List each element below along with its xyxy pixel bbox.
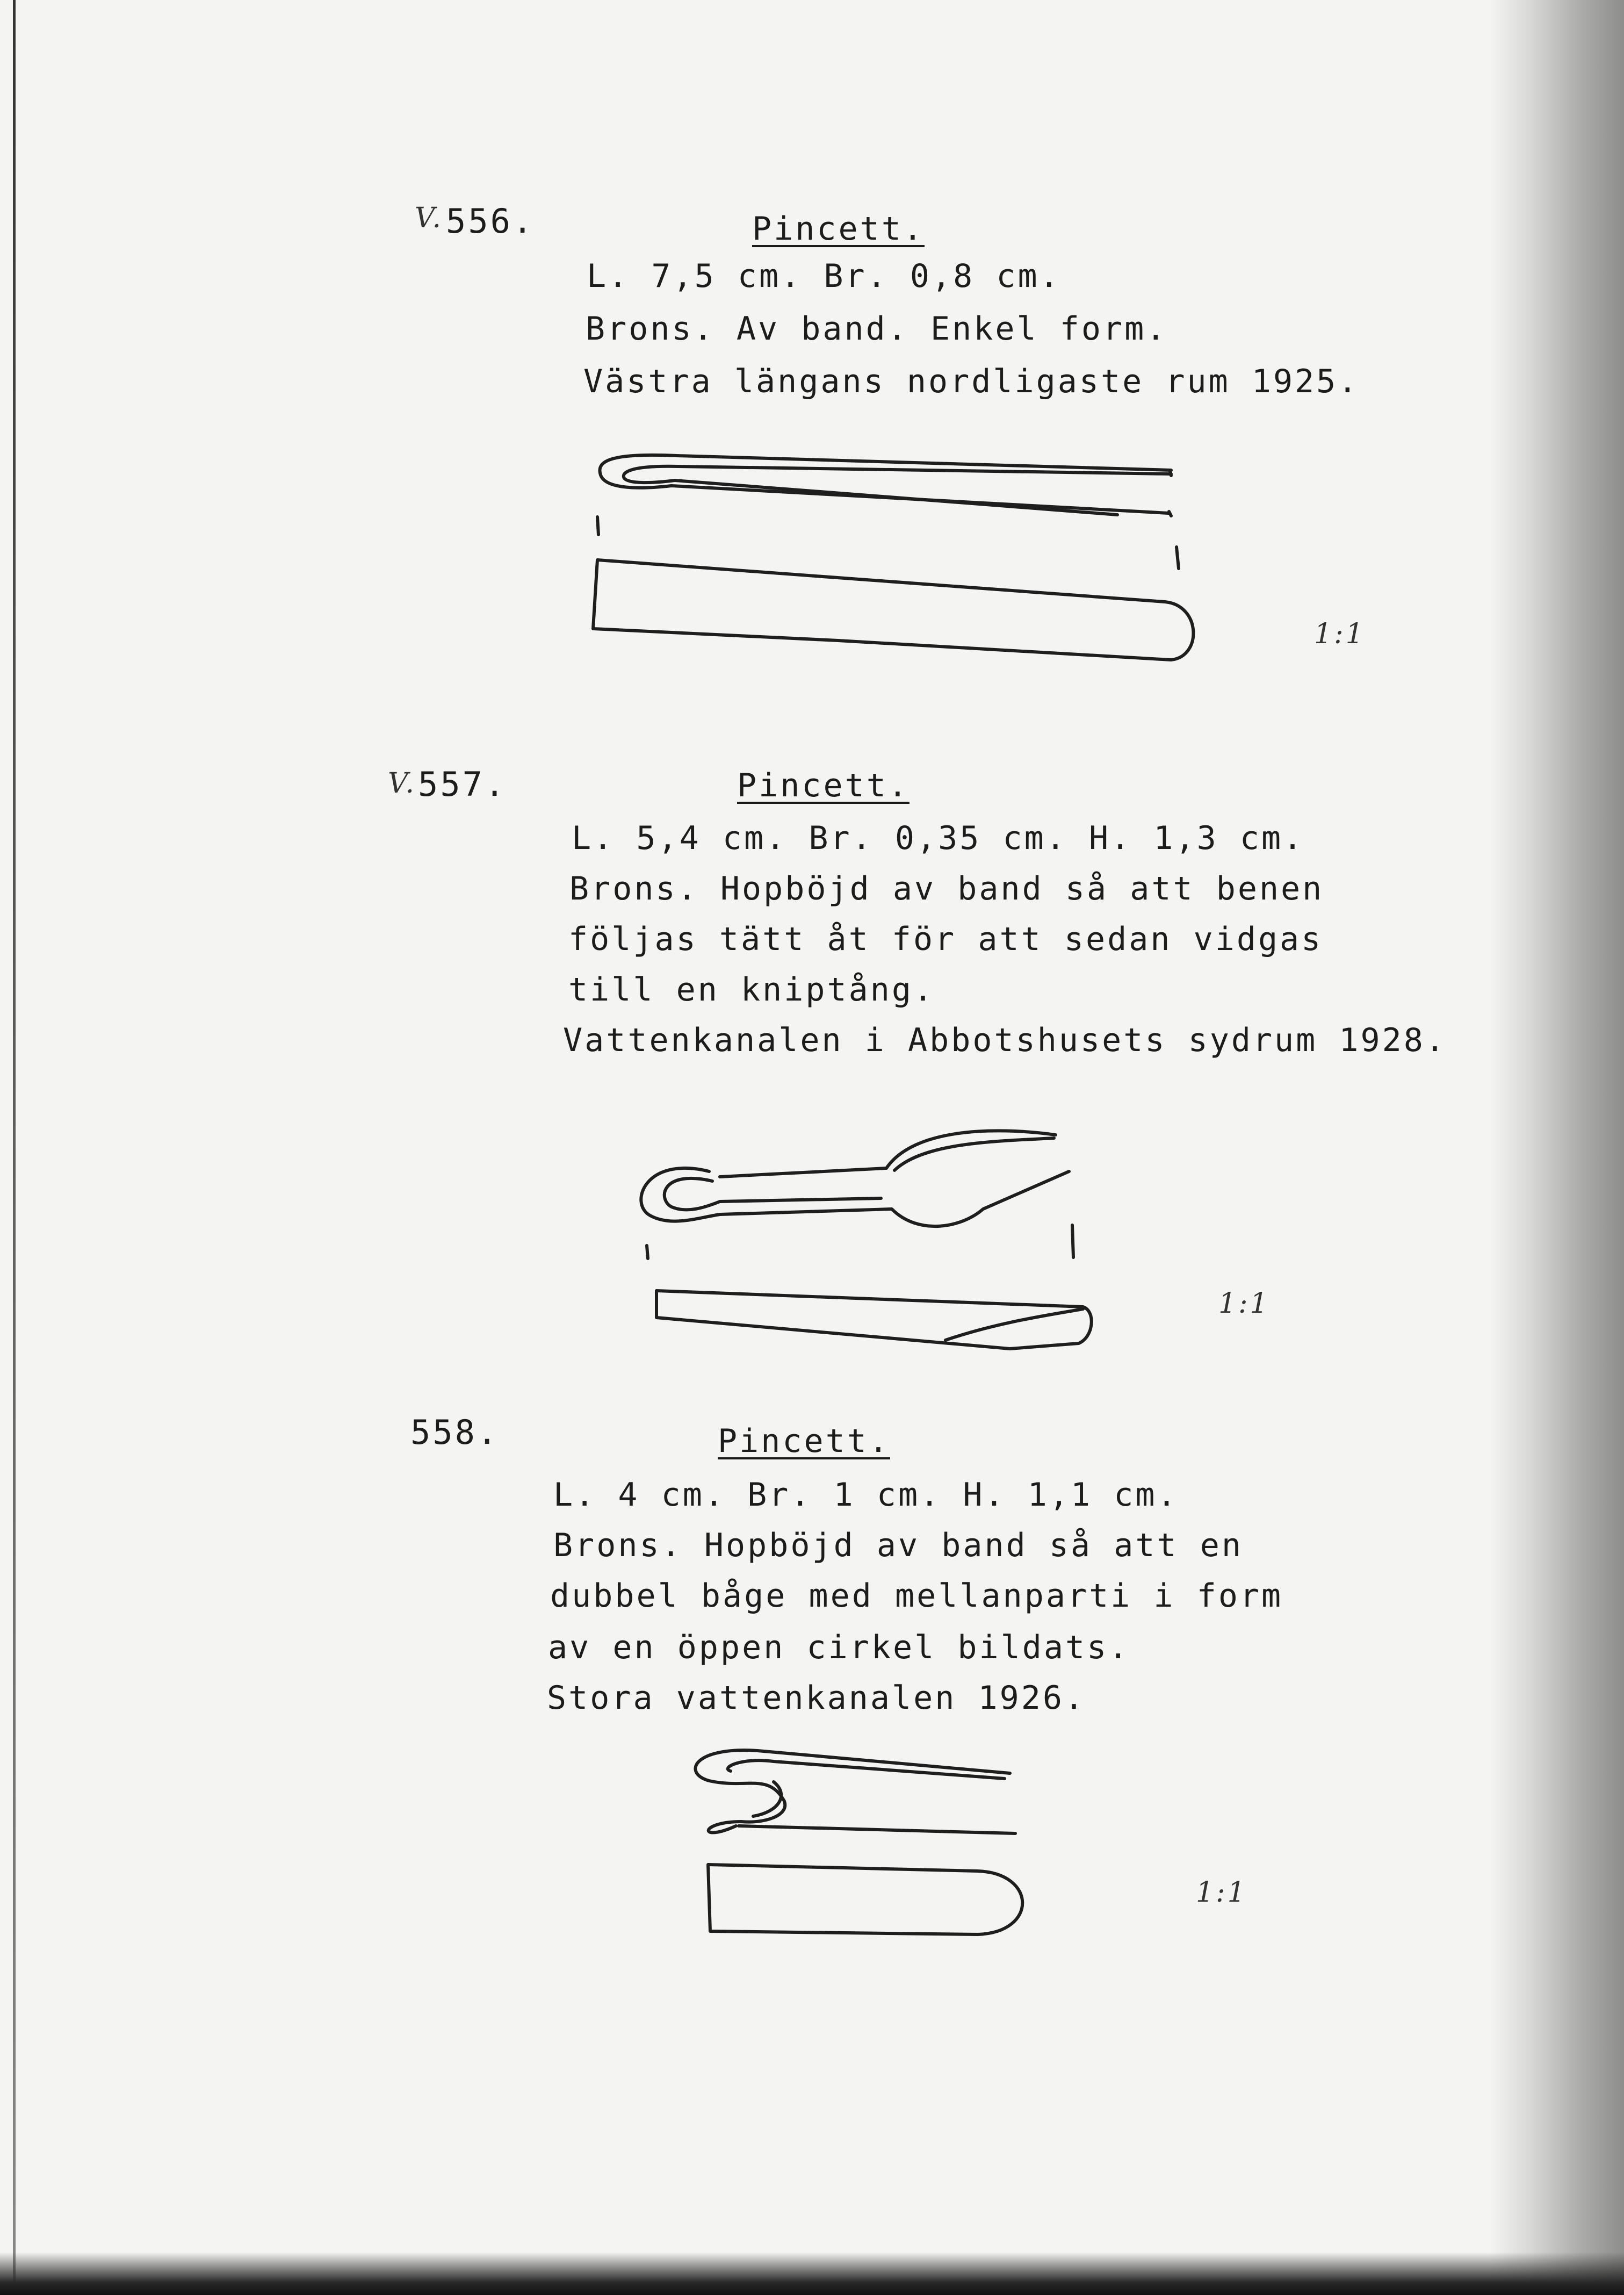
marginal-mark: V. [388, 767, 416, 800]
entry-line: Vattenkanalen i Abbotshusets sydrum 1928. [563, 1021, 1447, 1059]
entry-line: L. 4 cm. Br. 1 cm. H. 1,1 cm. [553, 1476, 1179, 1514]
marginal-mark: V. [415, 202, 443, 234]
entry-title: Pincett. [737, 767, 910, 804]
entry-line: L. 7,5 cm. Br. 0,8 cm. [587, 257, 1061, 295]
entry-line: dubbel båge med mellanparti i form [550, 1577, 1283, 1615]
tweezers-558-top-view [708, 1865, 1022, 1934]
entry-line: Brons. Hopböjd av band så att benen [569, 870, 1324, 908]
entry-title: Pincett. [718, 1422, 890, 1460]
entry-number: 558. [410, 1413, 500, 1452]
measure-tick [1177, 547, 1179, 569]
tweezers-556-side-view [600, 455, 1171, 516]
entry-line: till en kniptång. [568, 971, 935, 1009]
tweezers-556-top-view [593, 560, 1193, 660]
scale-label: 1:1 [1314, 618, 1366, 650]
entry-line: av en öppen cirkel bildats. [548, 1629, 1130, 1666]
entry-title: Pincett. [752, 210, 925, 248]
entry-line: Stora vattenkanalen 1926. [547, 1679, 1086, 1717]
measure-tick [647, 1246, 648, 1258]
entry-line: Brons. Av band. Enkel form. [586, 310, 1168, 348]
entry-line: följas tätt åt för att sedan vidgas [568, 920, 1323, 958]
scale-label: 1:1 [1196, 1876, 1247, 1909]
tweezers-558-side-view [695, 1750, 1015, 1833]
entry-line: L. 5,4 cm. Br. 0,35 cm. H. 1,3 cm. [572, 819, 1305, 857]
entry-line: Västra längans nordligaste rum 1925. [583, 363, 1360, 400]
entry-number: 557. [418, 765, 507, 804]
measure-tick [597, 517, 598, 535]
entry-line: Brons. Hopböjd av band så att en [553, 1527, 1243, 1564]
measure-tick [1072, 1225, 1073, 1257]
tweezers-557-side-view [641, 1131, 1069, 1226]
tweezers-557-top-view [656, 1291, 1092, 1349]
scale-label: 1:1 [1218, 1287, 1270, 1320]
entry-number: 556. [446, 202, 535, 241]
